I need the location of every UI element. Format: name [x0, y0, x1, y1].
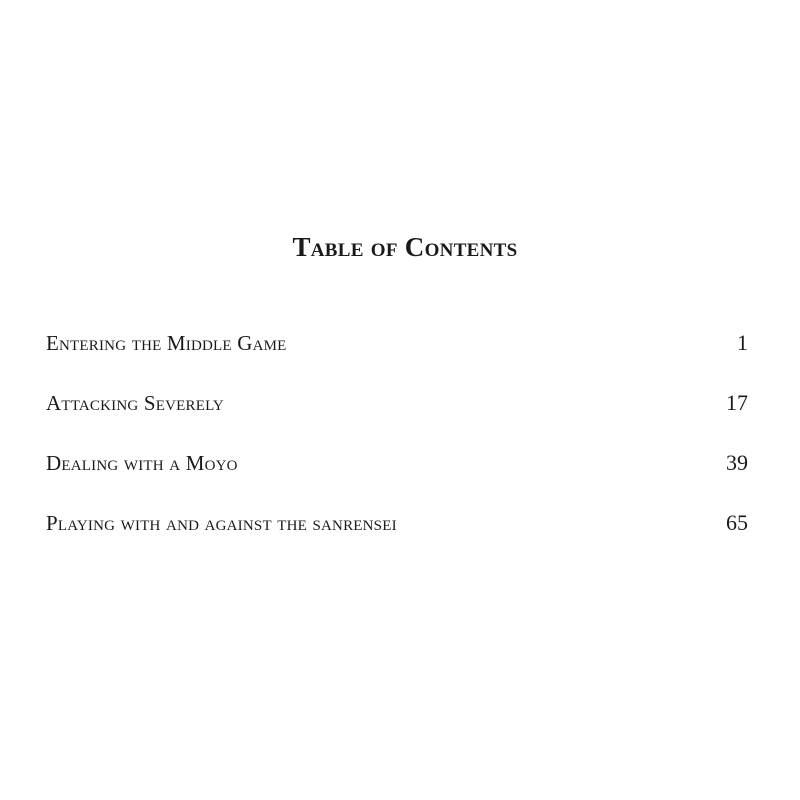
- toc-entry: [46, 330, 748, 390]
- toc-entry-page-number: 1: [737, 330, 748, 355]
- toc-entry: [46, 390, 748, 450]
- toc-entry-title: Playing with and against the sanrensei: [46, 511, 397, 535]
- toc-entry-title: Entering the Middle Game: [46, 331, 287, 355]
- toc-entry: [46, 510, 748, 570]
- toc-list: [46, 330, 748, 570]
- toc-entry-title: Dealing with a Moyo: [46, 451, 238, 475]
- page-title: Table of Contents: [292, 232, 518, 262]
- toc-entry-page-number: 65: [726, 510, 748, 535]
- toc-entry: [46, 450, 748, 510]
- toc-entry-title: Attacking Severely: [46, 391, 224, 415]
- toc-entry-page-number: 17: [726, 390, 748, 415]
- toc-entry-page-number: 39: [726, 450, 748, 475]
